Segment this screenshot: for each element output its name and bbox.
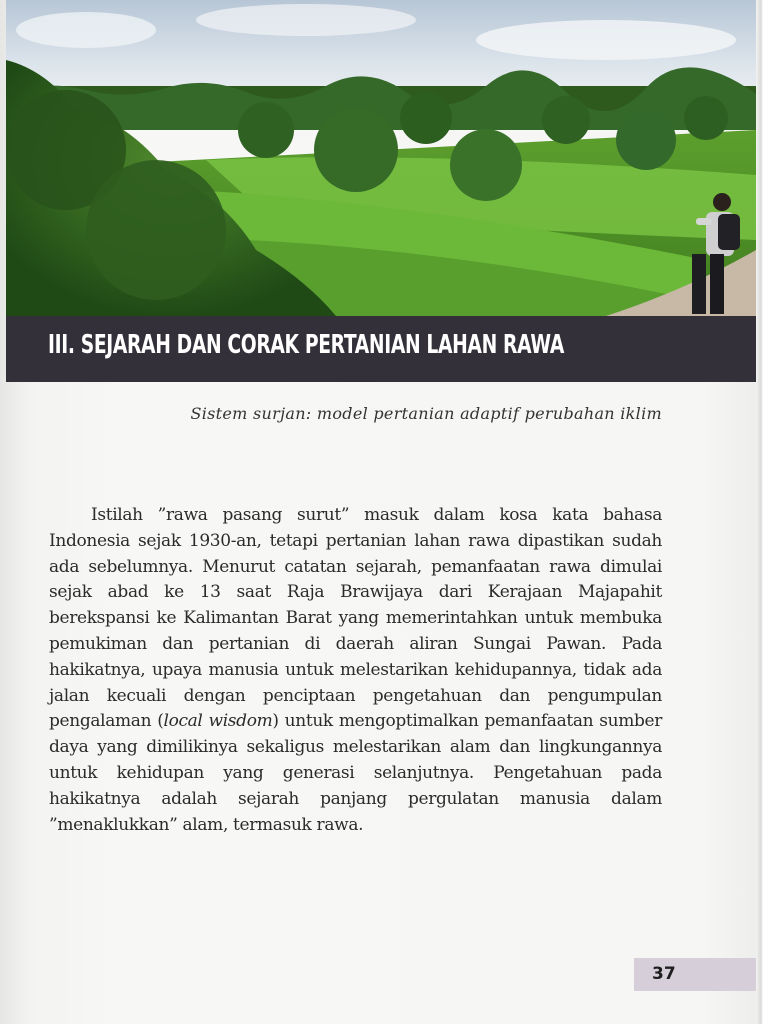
page-number: 37 <box>652 964 676 984</box>
paragraph-text-start: Istilah ”rawa pasang surut” masuk dalam kosa kata bahasa Indonesia sejak 1930-an, tetapi pertanian lahan rawa dipastikan sudah ada sebelumnya. Menurut catatan sejarah, pemanfaatan rawa dimulai sejak abad ke 13 saat Raja Brawijaya dari Kerajaan Majapahit berekspansi ke Kalimantan Barat yang memerintahkan untuk membuka pemukiman dan pertanian di daerah aliran Sungai Pawan. Pada hakikatnya, upaya manusia untuk melestarikan kehidupannya, tidak ada jalan kecuali dengan penciptaan pengetahuan dan pengumpulan pengalaman ( <box>49 505 662 732</box>
chapter-subtitle: Sistem surjan: model pertanian adaptif perubahan iklim <box>190 404 662 423</box>
chapter-title-band <box>6 316 756 382</box>
body-paragraph <box>49 503 662 838</box>
page-number-box <box>634 958 758 991</box>
swamp-farmland-photo <box>6 0 756 316</box>
paragraph-text-end: ) untuk mengoptimalkan pemanfaatan sumber daya yang dimilikinya sekaligus melestarikan alam dan lingkungannya untuk kehidupan yang generasi selanjutnya. Pengetahuan pada hakikatnya adalah sejarah panjang pergulatan manusia dalam ”menaklukkan” alam, termasuk rawa. <box>49 711 663 835</box>
page-edge <box>756 0 768 1024</box>
paragraph-italic-term: local wisdom <box>163 711 273 732</box>
chapter-title: III. SEJARAH DAN CORAK PERTANIAN LAHAN RAWA <box>48 330 564 360</box>
